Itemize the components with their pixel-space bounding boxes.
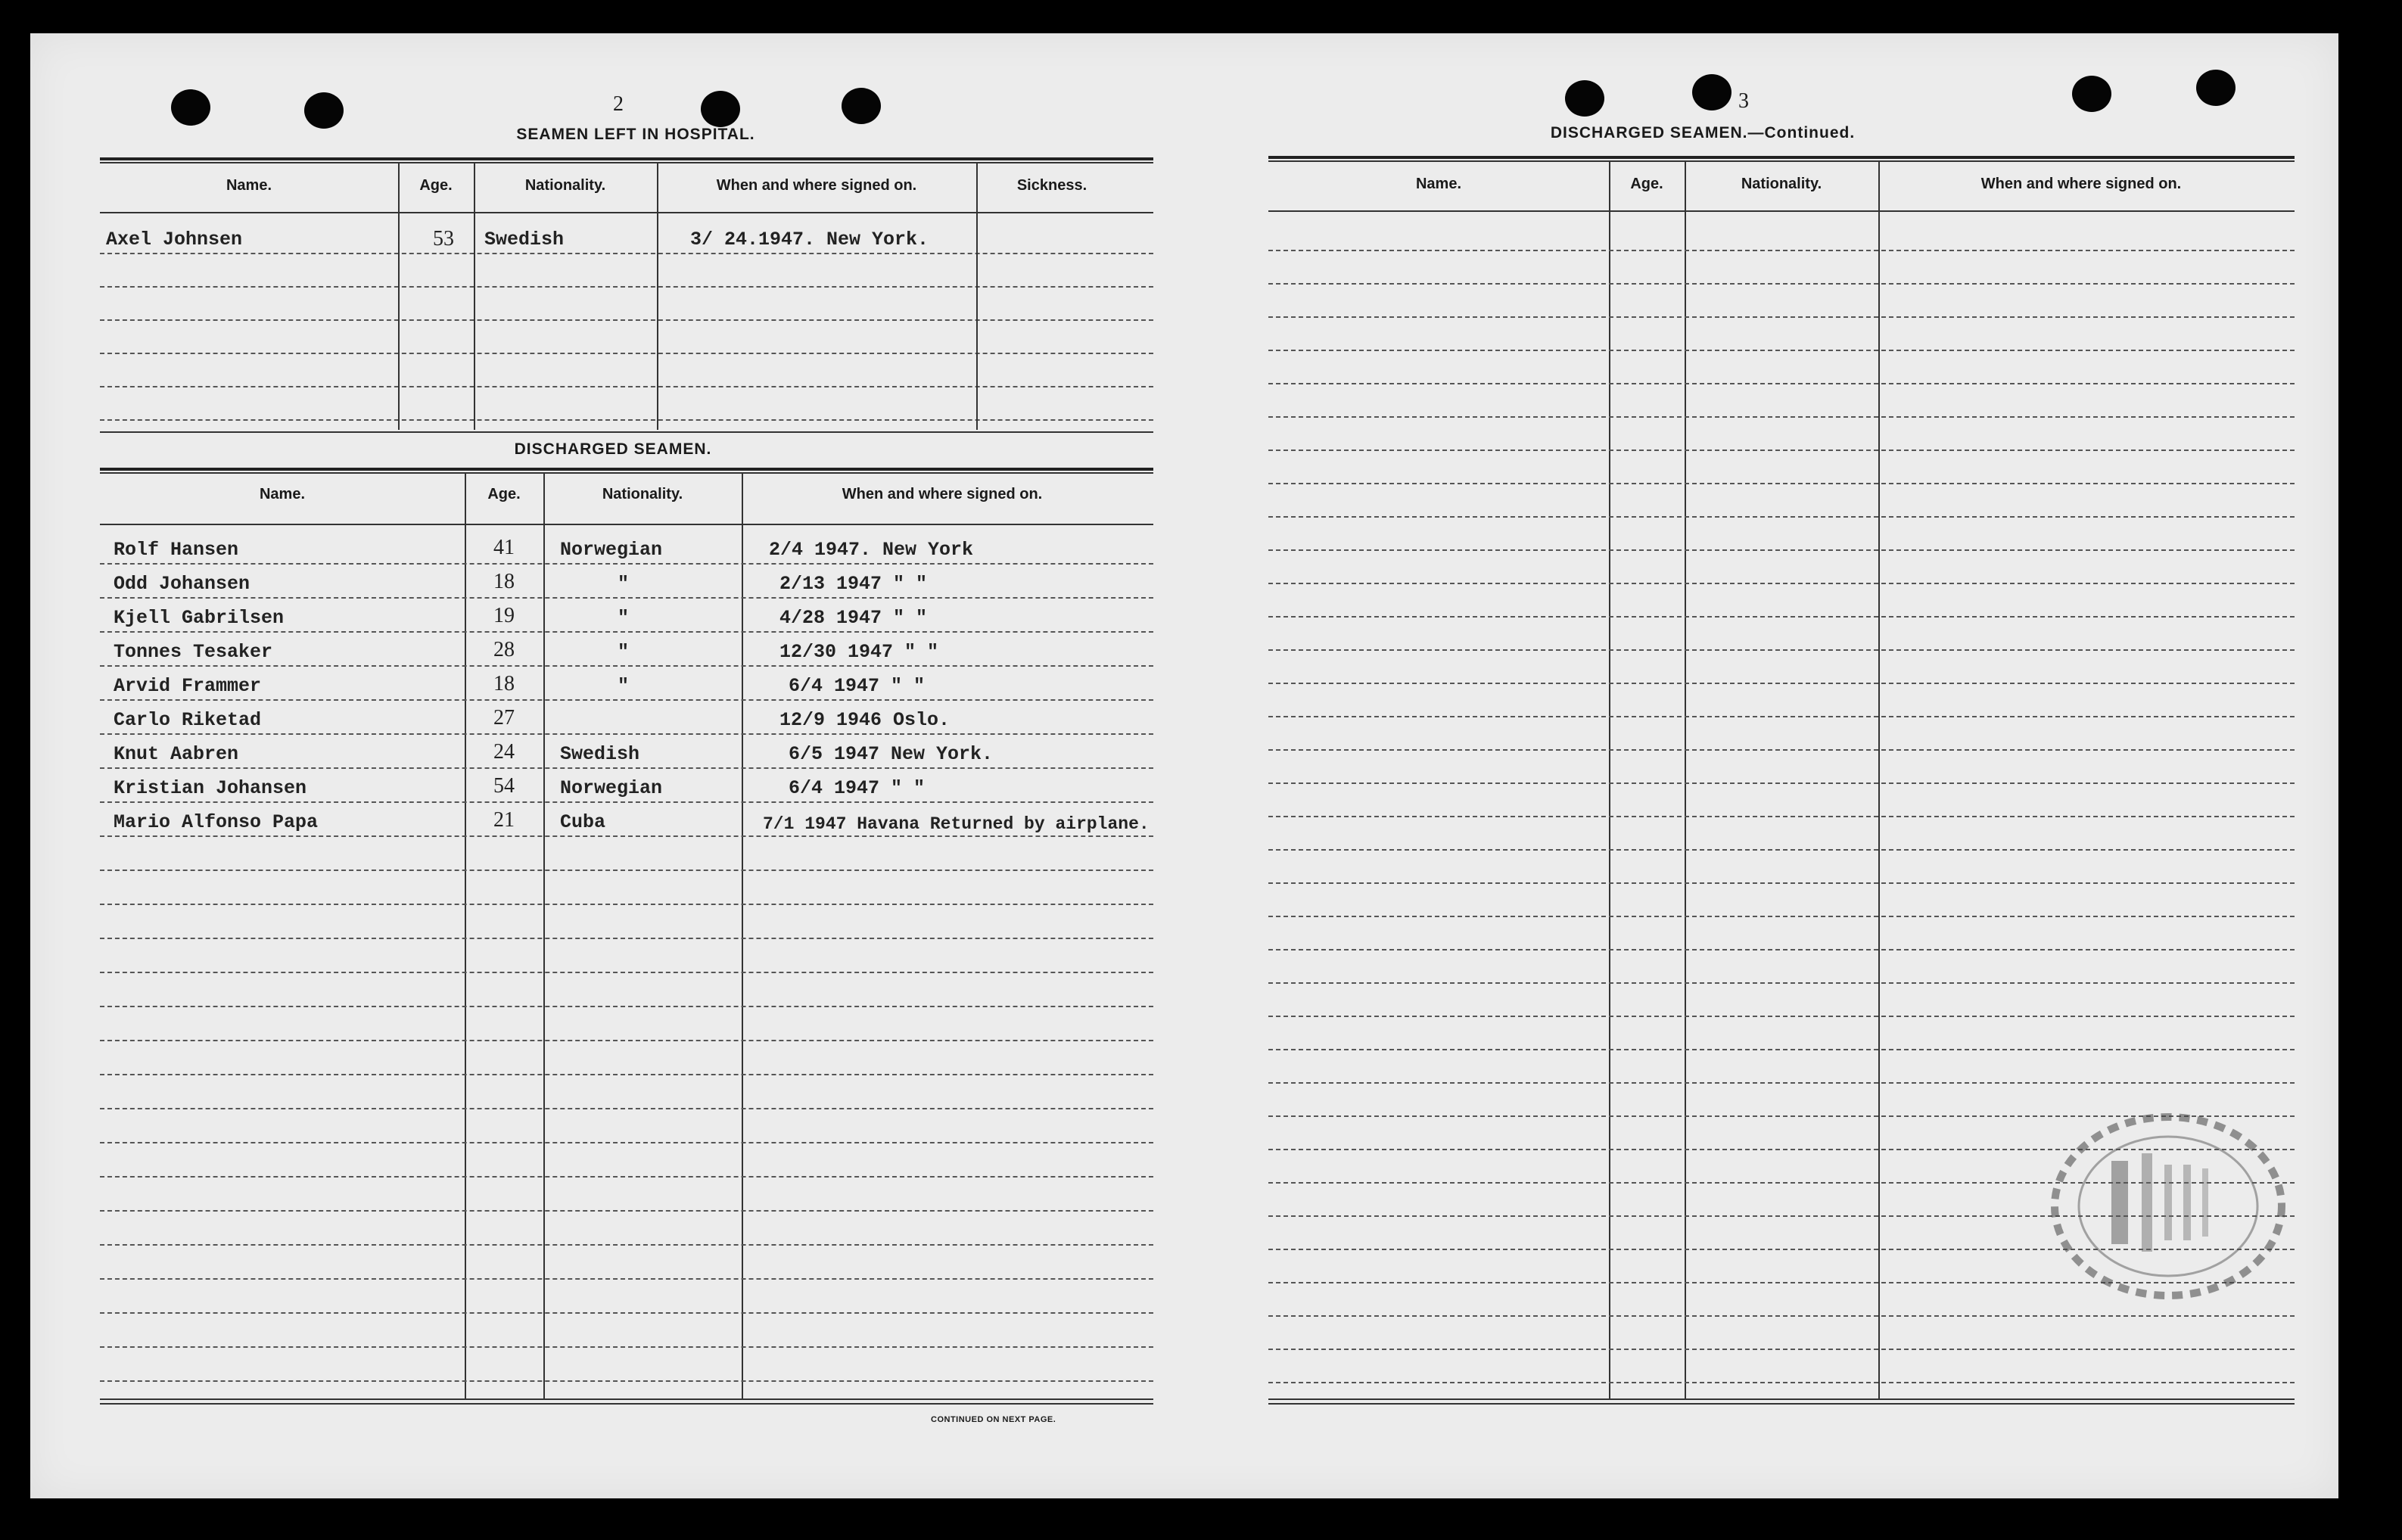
discharged-nationality: Swedish [560,743,640,765]
discharged-name: Tonnes Tesaker [114,641,273,663]
row-rule [1268,649,2295,651]
hospital-title: SEAMEN LEFT IN HOSPITAL. [516,126,755,143]
discharged-signed-on: 6/5 1947 New York. [789,743,994,765]
row-rule [1268,283,2295,285]
row-rule [100,1210,1153,1212]
discharged-nationality: " [618,573,630,595]
row-rule [100,767,1153,769]
row-rule [1268,849,2295,851]
row-rule [1268,816,2295,817]
row-rule [1268,1382,2295,1383]
rule [100,1398,1153,1400]
discharged-name: Mario Alfonso Papa [114,811,319,833]
ledger-sheet [30,33,2338,1498]
row-rule [100,870,1153,871]
discharged-nationality: " [618,641,630,663]
row-rule [1268,1349,2295,1350]
column-divider [474,162,475,430]
punch-hole [171,89,210,126]
discharged-name: Arvid Frammer [114,675,262,697]
row-rule [1268,483,2295,484]
row-rule [100,801,1153,803]
discharged-name: Rolf Hansen [114,539,239,561]
rule [100,468,1153,471]
discharged-age: 19 [493,604,515,627]
row-rule [100,1142,1153,1143]
rule [100,157,1153,160]
row-rule [1268,683,2295,684]
row-rule [100,1074,1153,1075]
row-rule [100,631,1153,633]
discharged-name: Knut Aabren [114,743,239,765]
hospital-header-age: Age. [419,177,453,194]
row-rule [1268,916,2295,917]
discharged-age: 18 [493,570,515,593]
rule [100,212,1153,213]
hospital-signed-on: 3/ 24.1947. New York. [690,229,929,250]
row-rule [100,1278,1153,1280]
hospital-header-signed-on: When and where signed on. [716,177,917,194]
punch-hole [842,88,881,124]
row-rule [100,699,1153,701]
row-rule [1268,616,2295,618]
discharged-nationality: Cuba [560,811,606,833]
row-rule [100,733,1153,735]
punch-hole [2196,70,2236,106]
discharged-header-signed-on: When and where signed on. [842,486,1043,502]
discharged-nationality: " [618,675,630,697]
row-rule [100,597,1153,599]
rule [1268,156,2295,159]
row-rule [100,419,1153,421]
discharged-nationality: Norwegian [560,539,663,561]
row-rule [1268,316,2295,318]
row-rule [1268,549,2295,551]
row-rule [100,253,1153,254]
rule [1268,1398,2295,1400]
row-rule [1268,1082,2295,1084]
right-header-name: Name. [1415,176,1462,192]
discharged-name: Odd Johansen [114,573,250,595]
row-rule [100,1346,1153,1348]
discharged-signed-on: 12/30 1947 " " [779,641,939,663]
row-rule [100,386,1153,387]
discharged-age: 24 [493,740,515,764]
column-divider [657,162,658,430]
row-rule [100,353,1153,354]
row-rule [1268,516,2295,518]
row-rule [100,1040,1153,1041]
discharged-age: 18 [493,672,515,695]
discharged-header-nationality: Nationality. [602,486,683,502]
hospital-header-name: Name. [226,177,272,194]
row-rule [100,563,1153,565]
column-divider [398,162,400,430]
row-rule [1268,450,2295,451]
rule [100,431,1153,433]
row-rule [100,1244,1153,1246]
discharged-name: Carlo Riketad [114,709,262,731]
column-divider [1878,160,1880,1398]
row-rule [100,904,1153,905]
hospital-name: Axel Johnsen [106,229,243,250]
row-rule [1268,1016,2295,1017]
page-number-right: 3 [1738,89,1749,113]
column-divider [1609,160,1610,1398]
discharged-header-name: Name. [259,486,306,502]
hospital-header-sickness: Sickness. [1016,177,1087,194]
page-number-left: 2 [613,92,624,116]
column-divider [976,162,978,430]
row-rule [100,1108,1153,1109]
punch-hole [701,91,740,127]
right-header-signed-on: When and where signed on. [1980,176,2182,192]
column-divider [742,472,743,1400]
discharged-signed-on: 6/4 1947 " " [789,777,926,799]
rule [1268,1403,2295,1405]
row-rule [1268,383,2295,384]
row-rule [100,1006,1153,1007]
discharged-nationality: " [618,607,630,629]
rule [100,1403,1153,1405]
discharged-age: 54 [493,774,515,798]
discharged-signed-on: 2/13 1947 " " [779,573,928,595]
right-title: DISCHARGED SEAMEN.—Continued. [1550,124,1856,142]
row-rule [1268,949,2295,950]
discharged-signed-on: 7/1 1947 Havana Returned by airplane. [763,814,1150,834]
received-stamp [2036,1093,2301,1320]
punch-hole [304,92,344,129]
row-rule [100,938,1153,939]
row-rule [1268,416,2295,418]
row-rule [100,1380,1153,1382]
discharged-name: Kjell Gabrilsen [114,607,285,629]
row-rule [1268,1049,2295,1050]
discharged-signed-on: 6/4 1947 " " [789,675,926,697]
punch-hole [2072,76,2111,112]
discharged-nationality: Norwegian [560,777,663,799]
row-rule [100,286,1153,288]
row-rule [100,319,1153,321]
discharged-signed-on: 4/28 1947 " " [779,607,928,629]
row-rule [1268,982,2295,984]
row-rule [100,665,1153,667]
discharged-age: 27 [493,706,515,730]
rule [100,162,1153,163]
hospital-nationality: Swedish [484,229,565,250]
right-header-nationality: Nationality. [1741,176,1822,192]
discharged-name: Kristian Johansen [114,777,307,799]
row-rule [100,835,1153,837]
row-rule [1268,250,2295,251]
row-rule [1268,749,2295,751]
row-rule [1268,716,2295,717]
hospital-header-nationality: Nationality. [524,177,606,194]
right-header-age: Age. [1630,176,1663,192]
hospital-age: 53 [433,227,454,250]
rule [1268,210,2295,212]
discharged-signed-on: 12/9 1946 Oslo. [779,709,951,731]
row-rule [100,1176,1153,1178]
continued-footer: CONTINUED ON NEXT PAGE. [931,1415,1056,1424]
column-divider [543,472,545,1400]
row-rule [100,972,1153,973]
punch-hole [1565,80,1604,117]
discharged-title: DISCHARGED SEAMEN. [514,440,712,458]
discharged-header-age: Age. [487,486,521,502]
discharged-age: 28 [493,638,515,661]
column-divider [1685,160,1686,1398]
row-rule [1268,583,2295,584]
rule [100,524,1153,525]
row-rule [1268,882,2295,884]
rule [1268,160,2295,162]
discharged-age: 41 [493,536,515,559]
discharged-signed-on: 2/4 1947. New York [769,539,974,561]
row-rule [1268,350,2295,351]
row-rule [1268,782,2295,784]
discharged-age: 21 [493,808,515,832]
rule [100,472,1153,474]
column-divider [465,472,466,1400]
row-rule [100,1312,1153,1314]
